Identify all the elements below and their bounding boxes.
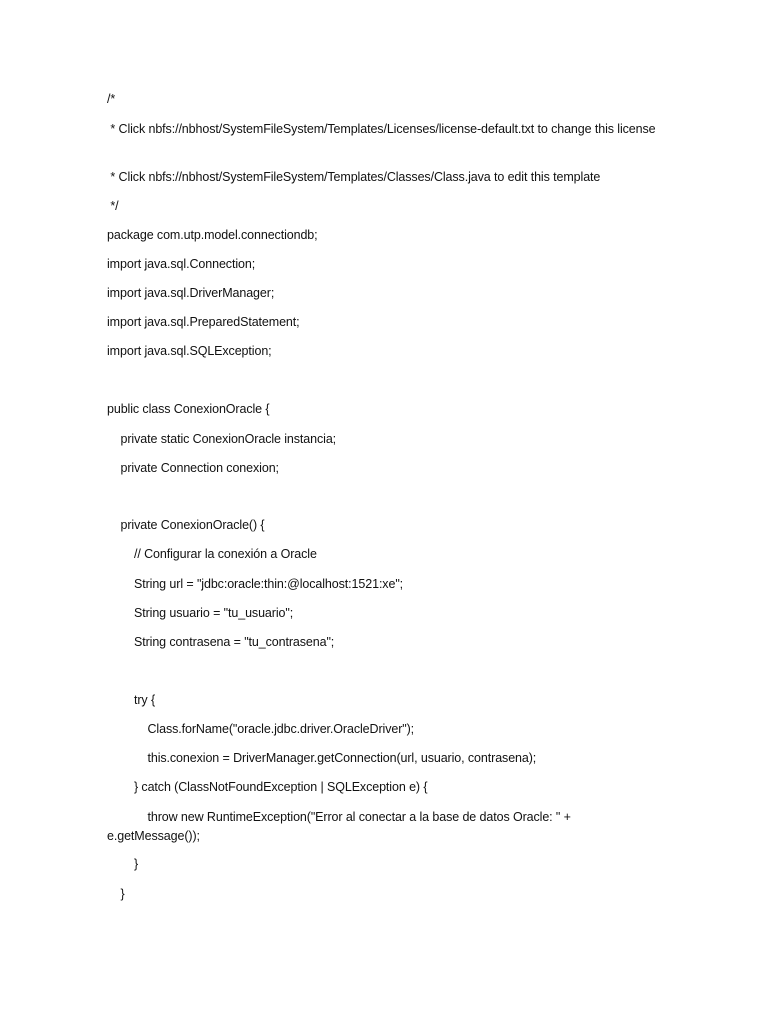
get-connection-call: this.conexion = DriverManager.getConnection(url, usuario, contrasena); bbox=[107, 751, 537, 765]
throw-runtime-exception: throw new RuntimeException("Error al conectar a la base de datos Oracle: " + e.getMessage()); bbox=[107, 810, 575, 843]
package-declaration: package com.utp.model.connectiondb; bbox=[107, 228, 318, 242]
comment-close: */ bbox=[107, 199, 119, 213]
catch-block-open: } catch (ClassNotFoundException | SQLException e) { bbox=[107, 780, 428, 794]
constructor-comment: // Configurar la conexión a Oracle bbox=[107, 547, 317, 561]
field-instancia: private static ConexionOracle instancia; bbox=[107, 432, 337, 446]
comment-open: /* bbox=[107, 92, 116, 106]
import-driver-manager: import java.sql.DriverManager; bbox=[107, 286, 275, 300]
constructor-close: } bbox=[107, 887, 125, 901]
import-sql-exception: import java.sql.SQLException; bbox=[107, 344, 272, 358]
constructor-declaration: private ConexionOracle() { bbox=[107, 518, 265, 532]
try-block-open: try { bbox=[107, 693, 156, 707]
usuario-variable: String usuario = "tu_usuario"; bbox=[107, 606, 294, 620]
catch-block-close: } bbox=[107, 857, 139, 871]
class-declaration: public class ConexionOracle { bbox=[107, 402, 270, 416]
contrasena-variable: String contrasena = "tu_contrasena"; bbox=[107, 635, 335, 649]
import-connection: import java.sql.Connection; bbox=[107, 257, 256, 271]
url-variable: String url = "jdbc:oracle:thin:@localhost:1521:xe"; bbox=[107, 577, 404, 591]
class-forname-call: Class.forName("oracle.jdbc.driver.OracleDriver"); bbox=[107, 722, 415, 736]
import-prepared-statement: import java.sql.PreparedStatement; bbox=[107, 315, 300, 329]
comment-license-line: * Click nbfs://nbhost/SystemFileSystem/Templates/Licenses/license-default.txt to change this license bbox=[107, 122, 656, 136]
comment-template-line: * Click nbfs://nbhost/SystemFileSystem/Templates/Classes/Class.java to edit this template bbox=[107, 170, 601, 184]
field-conexion: private Connection conexion; bbox=[107, 461, 279, 475]
